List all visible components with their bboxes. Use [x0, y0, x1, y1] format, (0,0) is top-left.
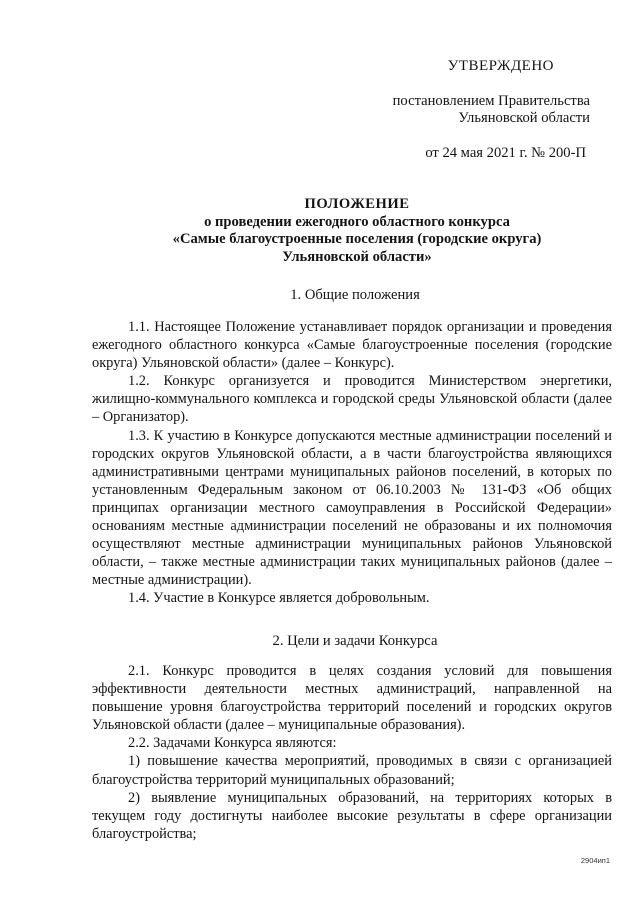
footer-code: 2904ип1 [580, 856, 610, 865]
title-line-2: о проведении ежегодного областного конкурса [204, 213, 510, 230]
section-1-body [92, 318, 612, 608]
paragraph-1-2: 1.2. Конкурс организуется и проводится Министерством энергетики, жилищно-коммунального комплекса и городской среды Ульяновской области (далее – Организатор). [92, 373, 612, 426]
approval-stamp [370, 58, 610, 162]
section-2-heading: 2. Цели и задачи Конкурса [272, 633, 438, 649]
paragraph-2-1: 2.1. Конкурс проводится в целях создания условий для повышения эффективности деятельности местных администраций, направленной на повышение уровня благоустройства территорий поселений и городских округов Ульяновской области (далее – муниципальные образования). [92, 663, 612, 734]
approval-line-1: постановлением Правительства [392, 93, 590, 109]
approval-date: от 24 мая 2021 г. № 200-П [425, 145, 586, 161]
title-line-3: «Самые благоустроенные поселения (городские округа) [172, 231, 542, 247]
list-item-2: 2) выявление муниципальных образований, на территориях которых в текущем году достигнуты наиболее высокие результаты в сфере организации благоустройства; [92, 789, 612, 842]
document-title [0, 196, 640, 266]
paragraph-1-1: 1.1. Настоящее Положение устанавливает порядок организации и проведения ежегодного областного конкурса «Самые благоустроенные поселения (городские округа) Ульяновской области» (далее – Конкурс). [92, 319, 612, 372]
paragraph-1-4: 1.4. Участие в Конкурсе является добровольным. [128, 590, 430, 607]
approval-line-2: Ульяновской области [458, 110, 590, 126]
approval-title: УТВЕРЖДЕНО [447, 58, 554, 74]
paragraph-1-3: 1.3. К участию в Конкурсе допускаются местные администрации поселений и городских округов Ульяновской области, а в части благоустройства являющихся административными центрами муниципальных районов поселений, в которых по установленным Федеральным законом от 06.10.2003 № 131-ФЗ «Об общих принципах организации местного самоуправления в Российской Федерации» основаниям местные администрации поселений не образованы и их полномочия осуществляют местные администрации муниципальных районов Ульяновской области, – также местные администрации таких муниципальных районов (далее – местные администрации). [92, 427, 612, 589]
section-1-heading: 1. Общие положения [290, 287, 420, 303]
title-main: ПОЛОЖЕНИЕ [304, 196, 410, 212]
list-item-1: 1) повышение качества мероприятий, проводимых в связи с организацией благоустройства территорий муниципальных образований; [92, 753, 612, 788]
title-line-4: Ульяновской области» [282, 248, 432, 265]
paragraph-2-2: 2.2. Задачами Конкурса являются: [128, 735, 337, 752]
section-2-body [92, 662, 612, 843]
